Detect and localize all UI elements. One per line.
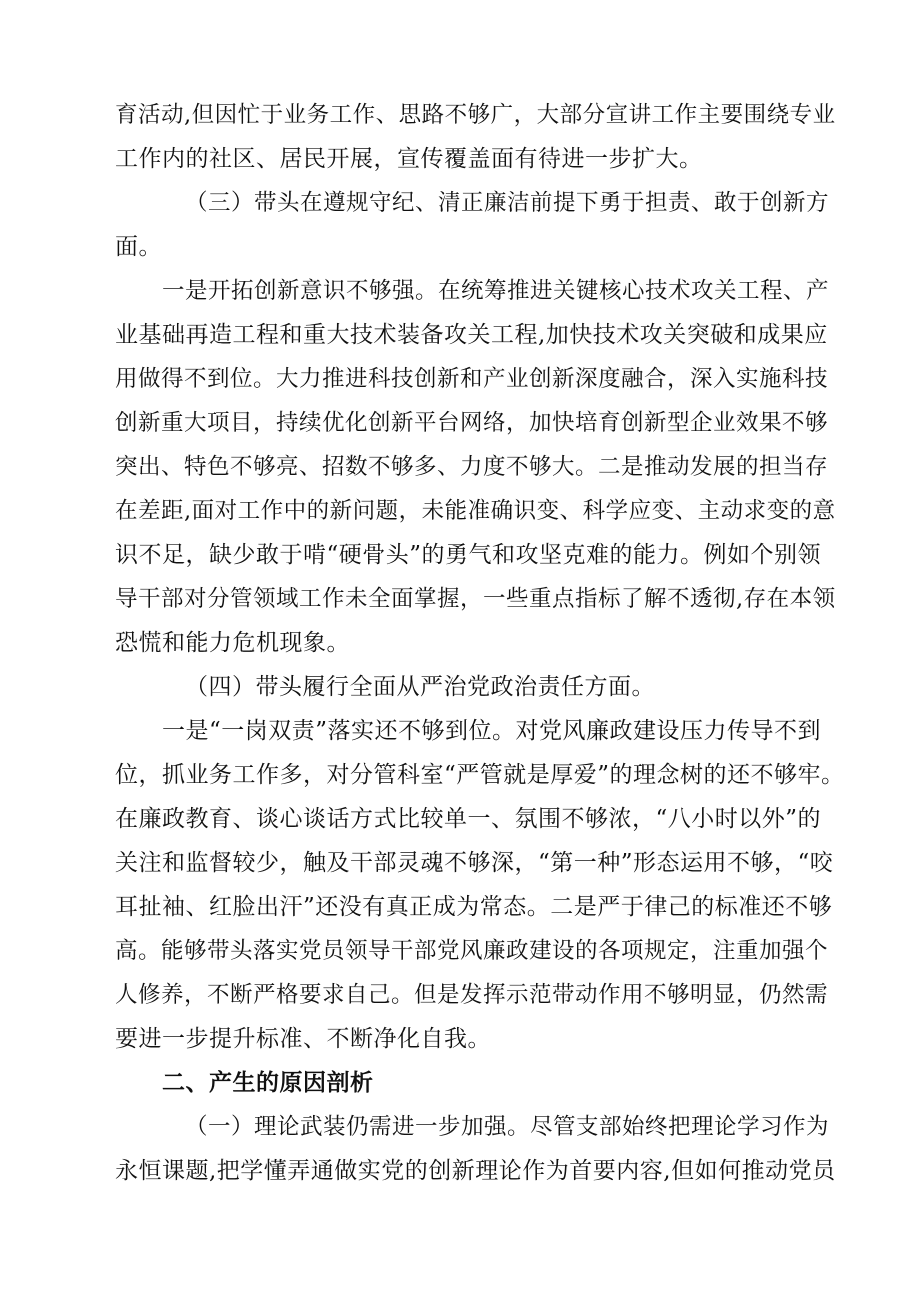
text-line: 恐慌和能力危机现象。: [115, 630, 350, 656]
text-line: 位，抓业务工作多，对分管科室“严管就是厚爱”的理念树的还不够牢。: [115, 762, 845, 788]
text-line: 创新重大项目，持续优化创新平台网络，加快培育创新型企业效果不够: [115, 410, 829, 436]
text-line: 关注和监督较少，触及干部灵魂不够深，“第一种”形态运用不够，“咬: [115, 850, 834, 876]
text-line: 耳扯袖、红脸出汗”还没有真正成为常态。二是严于律己的标准还不够: [115, 894, 833, 920]
text-line: 在差距,面对工作中的新问题，未能准确识变、科学应变、主动求变的意: [115, 498, 836, 524]
text-line: 育活动,但因忙于业务工作、思路不够广，大部分宣讲工作主要围绕专业: [115, 102, 836, 128]
text-line: 在廉政教育、谈心谈话方式比较单一、氛围不够浓，“八小时以外”的: [115, 806, 822, 832]
section-heading: （一）理论武装仍需进一步加强。尽管支部始终把理论学习作为: [185, 1114, 830, 1140]
text-line: 用做得不到位。大力推进科技创新和产业创新深度融合，深入实施科技: [115, 366, 829, 392]
section-heading: （三）带头在遵规守纪、清正廉洁前提下勇于担责、敢于创新方: [185, 190, 830, 216]
text-line: 导干部对分管领域工作未全面掌握，一些重点指标了解不透彻,存在本领: [115, 586, 836, 612]
text-line: 要进一步提升标准、不断净化自我。: [115, 1026, 491, 1052]
text-line: 突出、特色不够亮、招数不够多、力度不够大。二是推动发展的担当存: [115, 454, 829, 480]
text-line: 永恒课题,把学懂弄通做实党的创新理论作为首要内容,但如何推动党员: [115, 1158, 836, 1184]
chapter-heading: 二、产生的原因剖析: [162, 1070, 374, 1096]
text-line: 面。: [115, 234, 162, 260]
text-line: 一是开拓创新意识不够强。在统筹推进关键核心技术攻关工程、产: [162, 278, 830, 304]
text-line: 高。能够带头落实党员领导干部党风廉政建设的各项规定，注重加强个: [115, 938, 829, 964]
text-line: 人修养，不断严格要求自己。但是发挥示范带动作用不够明显，仍然需: [115, 982, 829, 1008]
text-line: 识不足，缺少敢于啃“硬骨头”的勇气和攻坚克难的能力。例如个别领: [115, 542, 822, 568]
text-line: 业基础再造工程和重大技术装备攻关工程,加快技术攻关突破和成果应: [115, 322, 828, 348]
section-heading: （四）带头履行全面从严治党政治责任方面。: [185, 674, 655, 700]
text-line: 一是“一岗双责”落实还不够到位。对党风廉政建设压力传导不到: [162, 718, 822, 744]
text-line: 工作内的社区、居民开展，宣传覆盖面有待进一步扩大。: [115, 146, 703, 172]
